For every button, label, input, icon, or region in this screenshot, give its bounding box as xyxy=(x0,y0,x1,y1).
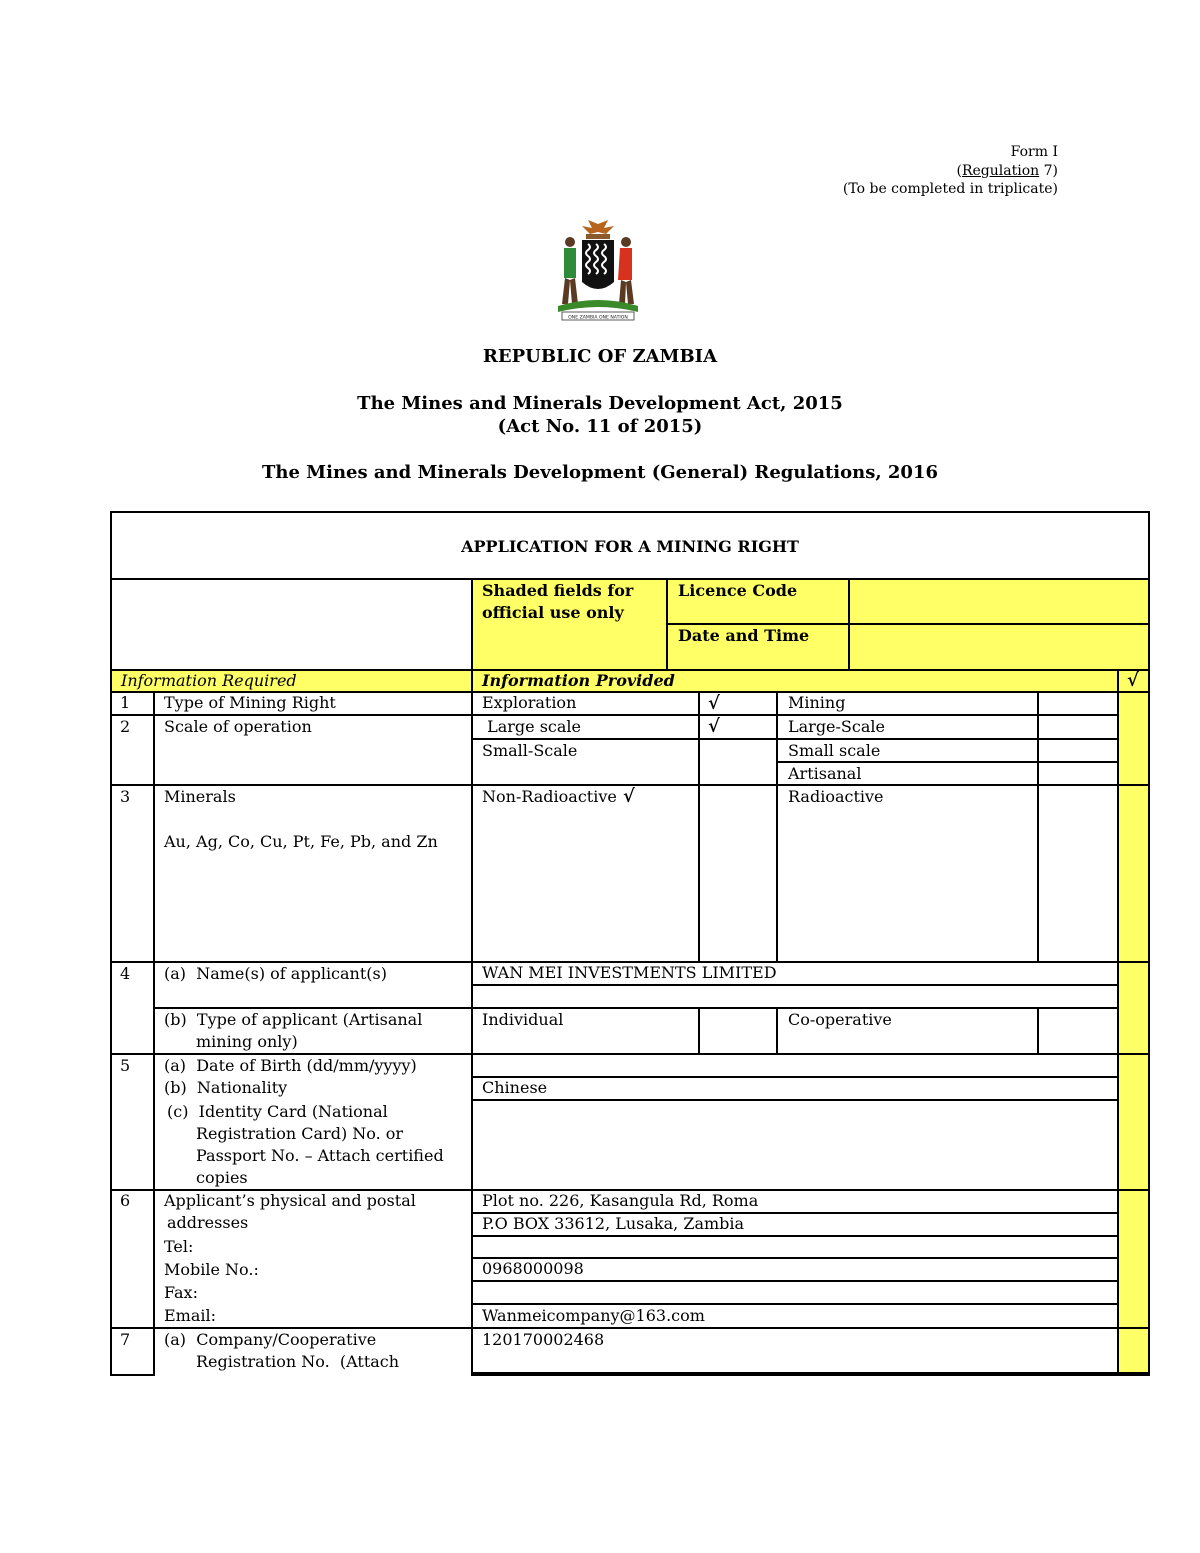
row6-num: 6 xyxy=(120,1191,131,1210)
row6-email-cell xyxy=(473,1305,1117,1327)
row2-opt1-check: √ xyxy=(708,716,720,737)
row6-fax-cell xyxy=(473,1282,1117,1303)
row5a-label: (a) Date of Birth (dd/mm/yyyy) xyxy=(164,1056,417,1075)
form-number: Form I xyxy=(1010,144,1058,160)
official-check-col-6 xyxy=(1119,1191,1148,1327)
row7-label-1: (a) Company/Cooperative xyxy=(164,1330,377,1349)
row2-opt4: Small scale xyxy=(788,741,881,760)
row2-opt1: Large scale xyxy=(482,717,581,736)
row3-num-cell xyxy=(112,786,153,961)
col-check-cell xyxy=(1119,671,1148,691)
row2-opt5: Artisanal xyxy=(788,764,862,783)
row2-opt5-cell xyxy=(778,763,1037,784)
row3-opt1-check-cell xyxy=(700,786,776,961)
row3-opt2-check-cell xyxy=(1039,786,1117,961)
row5b-label: (b) Nationality xyxy=(164,1078,288,1097)
official-check-col-7 xyxy=(1119,1329,1148,1372)
row2-opt1-check-cell xyxy=(700,716,776,738)
row3-opt1-check: √ xyxy=(623,786,635,807)
row5-label-cell xyxy=(155,1055,471,1189)
row3-minerals: Au, Ag, Co, Cu, Pt, Fe, Pb, and Zn xyxy=(164,832,438,851)
row6-label-2: addresses xyxy=(167,1213,249,1232)
row4b-label-cell xyxy=(155,1009,471,1053)
row2-opt1-cell xyxy=(473,716,698,738)
row1-opt2: Mining xyxy=(788,693,846,712)
official-check-col-5 xyxy=(1119,1055,1148,1189)
row6-label-1: Applicant’s physical and postal xyxy=(164,1191,416,1210)
row1-opt2-cell xyxy=(778,693,1037,714)
row7-value-cell xyxy=(473,1329,1117,1372)
act-title: The Mines and Minerals Development Act, 2015 xyxy=(357,393,843,414)
row1-label: Type of Mining Right xyxy=(164,693,336,712)
row4-num-cell xyxy=(112,963,153,1053)
row5c-label-1: (c) Identity Card (National xyxy=(167,1102,388,1121)
row2-opt4-check-cell xyxy=(1039,740,1117,761)
regulation-ref: (Regulation 7) xyxy=(956,162,1058,179)
form-header xyxy=(843,143,1058,199)
row2-opt3-cell xyxy=(473,740,698,784)
row1-opt1-check-cell xyxy=(700,693,776,714)
row5a-value-cell xyxy=(473,1055,1117,1076)
col-required-cell xyxy=(112,671,471,691)
row5c-value-cell xyxy=(473,1101,1117,1189)
row4b-opt2-cell xyxy=(778,1009,1037,1053)
row4a-value-cell xyxy=(473,963,1117,984)
row2-num-cell xyxy=(112,716,153,784)
blank-left-cell xyxy=(112,580,471,669)
row6-mobile-cell xyxy=(473,1259,1117,1280)
official-use-cell xyxy=(473,580,666,669)
row6-fax: Fax: xyxy=(164,1283,198,1302)
date-time-field xyxy=(850,625,1148,669)
col-provided: Information Provided xyxy=(482,671,675,690)
row6-email-value: Wanmeicompany@163.com xyxy=(482,1306,705,1325)
republic-title: REPUBLIC OF ZAMBIA xyxy=(482,346,718,367)
official-use-line1: Shaded fields for xyxy=(482,581,634,600)
regulations-title: The Mines and Minerals Development (General) Regulations, 2016 xyxy=(261,462,938,483)
row7-label-cell xyxy=(155,1329,471,1376)
row4a-label: (a) Name(s) of applicant(s) xyxy=(164,964,387,983)
licence-code-field xyxy=(850,580,1148,623)
official-check-col-1 xyxy=(1119,693,1148,784)
row6-num-cell xyxy=(112,1191,153,1327)
official-check-col-3 xyxy=(1119,786,1148,961)
row6-label-cell xyxy=(155,1191,471,1327)
row2-opt3-check-cell xyxy=(700,740,776,784)
row4-num: 4 xyxy=(120,964,131,983)
row5c-label-2: Registration Card) No. or xyxy=(196,1124,404,1143)
row1-label-cell xyxy=(155,693,471,714)
row6-tel: Tel: xyxy=(164,1237,194,1256)
row6-tel-cell xyxy=(473,1237,1117,1257)
row4b-opt1-cell xyxy=(473,1009,698,1053)
row2-opt4-cell xyxy=(778,740,1037,761)
row6-postal-cell xyxy=(473,1214,1117,1235)
row2-label-cell xyxy=(155,716,471,784)
official-check-col-4 xyxy=(1119,963,1148,1053)
col-required: Information Required xyxy=(121,671,297,690)
row2-opt5-check-cell xyxy=(1039,763,1117,784)
svg-text:ONE ZAMBIA ONE NATION: ONE ZAMBIA ONE NATION xyxy=(568,315,628,321)
date-time-label: Date and Time xyxy=(678,626,810,645)
row4b-opt2: Co-operative xyxy=(788,1010,892,1029)
official-use-line2: official use only xyxy=(482,603,624,622)
triplicate-note: (To be completed in triplicate) xyxy=(842,181,1058,197)
row1-opt1: Exploration xyxy=(482,693,577,712)
form-heading-cell xyxy=(112,513,1148,578)
application-form xyxy=(110,511,1150,1376)
row6-physical-cell xyxy=(473,1191,1117,1212)
row4b-label-1: (b) Type of applicant (Artisanal xyxy=(164,1010,423,1029)
form-heading: APPLICATION FOR A MINING RIGHT xyxy=(461,537,799,556)
row4b-opt1-check-cell xyxy=(700,1009,776,1053)
row7-num: 7 xyxy=(120,1330,131,1349)
row1-opt1-cell xyxy=(473,693,698,714)
row4a-label-cell xyxy=(155,963,471,1007)
row2-opt2-cell xyxy=(778,716,1037,738)
row2-num: 2 xyxy=(120,717,131,736)
row4a-value2-cell xyxy=(473,986,1117,1007)
row5-num: 5 xyxy=(120,1056,131,1075)
licence-code-label: Licence Code xyxy=(678,581,798,600)
row4b-label-2: mining only) xyxy=(196,1032,298,1051)
date-time-label-cell xyxy=(668,625,848,669)
row2-opt2: Large-Scale xyxy=(788,717,885,736)
row3-opt2: Radioactive xyxy=(788,787,884,806)
row7-value: 120170002468 xyxy=(482,1330,605,1349)
row3-num: 3 xyxy=(120,787,131,806)
row5c-label-4: copies xyxy=(196,1168,248,1187)
row1-opt1-check: √ xyxy=(708,693,720,714)
licence-code-label-cell xyxy=(668,580,848,623)
row7-label-2: Registration No. (Attach xyxy=(196,1352,400,1371)
row1-num-cell xyxy=(112,693,153,714)
row2-opt3: Small-Scale xyxy=(482,741,578,760)
row5b-value: Chinese xyxy=(482,1078,548,1097)
row2-opt2-check-cell xyxy=(1039,716,1117,738)
row3-opt2-cell xyxy=(778,786,1037,961)
row3-opt1: Non-Radioactive xyxy=(482,787,617,806)
row6-mobile-value: 0968000098 xyxy=(482,1259,584,1278)
row5b-value-cell xyxy=(473,1078,1117,1099)
col-provided-cell xyxy=(473,671,1117,691)
row6-physical: Plot no. 226, Kasangula Rd, Roma xyxy=(482,1191,759,1210)
row1-opt2-check-cell xyxy=(1039,693,1117,714)
row1-num: 1 xyxy=(120,693,131,712)
row4b-opt1: Individual xyxy=(482,1010,564,1029)
row3-label: Minerals xyxy=(164,787,236,806)
row3-label-cell xyxy=(155,786,471,961)
check-mark-header: √ xyxy=(1127,670,1139,691)
row4a-value: WAN MEI INVESTMENTS LIMITED xyxy=(482,963,777,982)
row6-postal: P.O BOX 33612, Lusaka, Zambia xyxy=(482,1214,745,1233)
row5-num-cell xyxy=(112,1055,153,1189)
row6-mobile: Mobile No.: xyxy=(164,1260,259,1279)
row3-opt1-cell xyxy=(473,786,698,961)
act-number: (Act No. 11 of 2015) xyxy=(497,416,703,437)
row6-email: Email: xyxy=(164,1306,217,1325)
coat-of-arms-emblem xyxy=(552,218,644,322)
row5c-label-3: Passport No. – Attach certified xyxy=(196,1146,444,1165)
row4b-opt2-check-cell xyxy=(1039,1009,1117,1053)
row2-label: Scale of operation xyxy=(164,717,312,736)
row7-num-cell xyxy=(112,1329,153,1374)
